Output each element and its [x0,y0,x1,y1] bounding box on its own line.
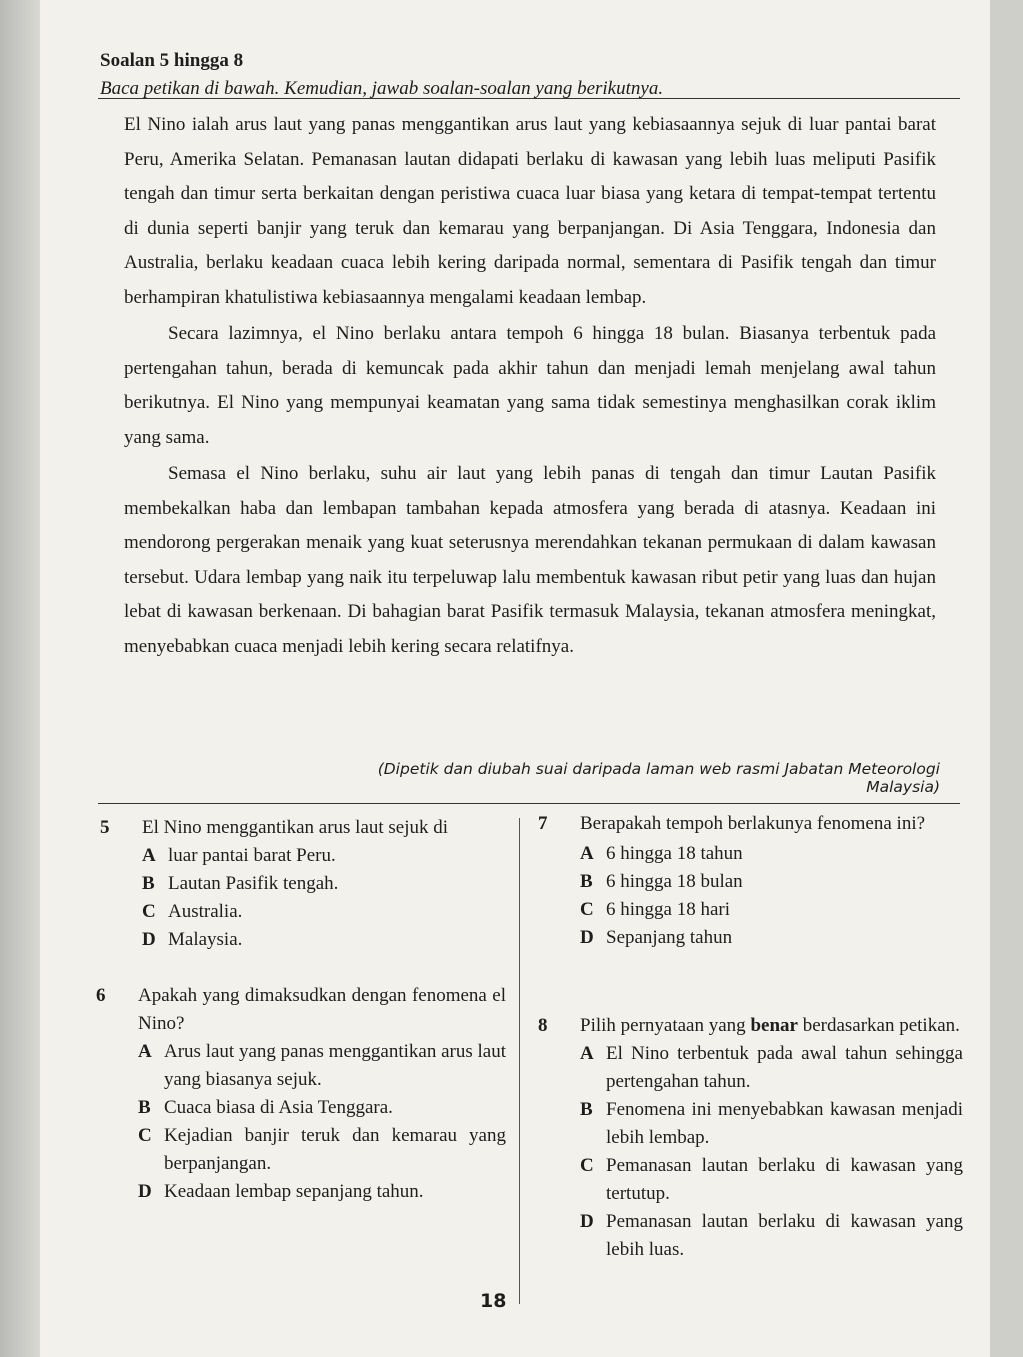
option-d[interactable]: D Pemanasan lautan berlaku di kawasan yang lebih luas. [580,1211,963,1260]
passage [124,108,936,666]
option-c[interactable]: C Kejadian banjir teruk dan kemarau yang berpanjangan. [138,1125,506,1174]
passage-paragraph-2: Secara lazimnya, el Nino berlaku antara tempoh 6 hingga 18 bulan. Biasanya terbentuk pada pertengahan tahun, berada di kemuncak pada akhir tahun dan menjadi lemah menjelang awal tahun berikutnya. El Nino yang mempunyai keamatan yang sama tidak semestinya menghasilkan corak iklim yang sama. [124,323,936,448]
option-c[interactable]: C Australia. [142,901,243,922]
option-c[interactable]: C Pemanasan lautan berlaku di kawasan yang tertutup. [580,1155,963,1204]
question-number: 6 [96,985,106,1006]
passage-paragraph-1: El Nino ialah arus laut yang panas menggantikan arus laut yang kebiasaannya sejuk di luar pantai barat Peru, Amerika Selatan. Pemanasan lautan didapati berlaku di kawasan yang lebih luas meliputi Pasifik tengah dan timur serta berkaitan dengan peristiwa cuaca luar biasa yang ketara di tempat-tempat tertentu di dunia seperti banjir yang teruk dan kemarau yang berpanjangan. Di Asia Tenggara, Indonesia dan Australia, berlaku keadaan cuaca lebih kering daripada normal, sementara di Pasifik tengah dan timur berhampiran khatulistiwa kebiasaannya mengalami keadaan lembap. [124,114,936,308]
question-text: Apakah yang dimaksudkan dengan fenomena el Nino? [138,985,506,1034]
question-number: 7 [538,813,548,834]
option-a[interactable]: A luar pantai barat Peru. [142,845,336,866]
emphasis-word: benar [750,1015,798,1036]
question-number: 8 [538,1015,548,1036]
question-5 [100,814,500,954]
passage-paragraph-3: Semasa el Nino berlaku, suhu air laut yang lebih panas di tengah dan timur Lautan Pasifik membekalkan haba dan lembapan tambahan kepada atmosfera yang berada di atasnya. Keadaan ini mendorong pergerakan menaik yang kuat seterusnya merendahkan tekanan permukaan di dalam kawasan tersebut. Udara lembap yang naik itu terpeluwap lalu membentuk kawasan ribut petir yang luas dan hujan lebat di kawasan berkenaan. Di bahagian barat Pasifik termasuk Malaysia, tekanan atmosfera meningkat, menyebabkan cuaca menjadi lebih kering secara relatifnya. [124,463,936,657]
question-number: 5 [100,817,110,838]
section-title: Soalan 5 hingga 8 [100,50,244,71]
option-a[interactable]: A El Nino terbentuk pada awal tahun sehingga pertengahan tahun. [580,1043,963,1092]
option-b[interactable]: B Lautan Pasifik tengah. [142,873,339,894]
column-divider [519,818,520,1304]
option-c[interactable]: C 6 hingga 18 hari [580,899,731,920]
option-b[interactable]: B Fenomena ini menyebabkan kawasan menjadi lebih lembap. [580,1099,963,1148]
option-d[interactable]: D Malaysia. [142,929,243,950]
page-edge-shadow [0,0,40,1357]
instruction-text: Baca petikan di bawah. Kemudian, jawab soalan-soalan yang berikutnya. [100,78,664,99]
question-6 [96,982,506,1206]
question-8 [538,1012,963,1264]
page-number: 18 [480,1290,507,1312]
option-a[interactable]: A 6 hingga 18 tahun [580,843,743,864]
passage-source: (Dipetik dan diubah suai daripada laman web rasmi Jabatan Meteorologi Malaysia) [377,760,940,796]
option-b[interactable]: B Cuaca biasa di Asia Tenggara. [138,1097,393,1118]
option-b[interactable]: B 6 hingga 18 bulan [580,871,743,892]
question-text: Pilih pernyataan yang benar berdasarkan petikan. [580,1015,960,1036]
question-text: El Nino menggantikan arus laut sejuk di [142,817,449,838]
option-d[interactable]: D Sepanjang tahun [580,927,733,948]
question-7 [538,810,963,952]
option-d[interactable]: D Keadaan lembap sepanjang tahun. [138,1181,424,1202]
option-a[interactable]: A Arus laut yang panas menggantikan arus laut yang biasanya sejuk. [138,1041,506,1090]
question-text: Berapakah tempoh berlakunya fenomena ini? [580,813,926,834]
